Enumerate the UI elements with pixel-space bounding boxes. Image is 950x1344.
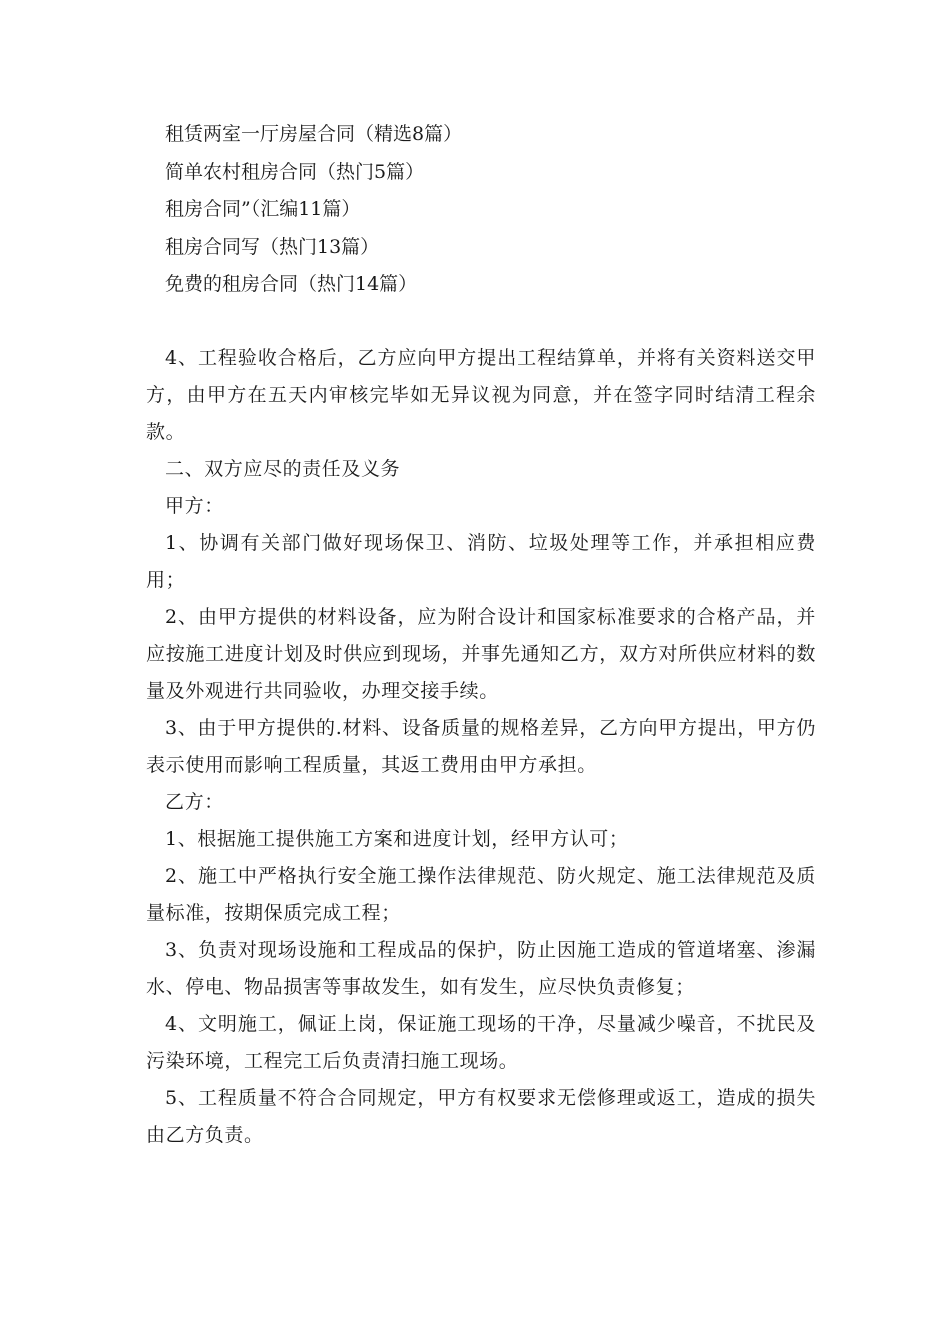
party-b-label: 乙方： xyxy=(165,791,224,813)
related-links-list xyxy=(146,116,826,304)
party-a-duty-1: 1、协调有关部门做好现场保卫、消防、垃圾处理等工作，并承担相应费用； xyxy=(146,532,816,591)
party-a-duty-3: 3、由于甲方提供的.材料、设备质量的规格差异，乙方向甲方提出，甲方仍表示使用而影响工程质量，其返工费用由甲方承担。 xyxy=(146,717,816,776)
related-link[interactable]: 简单农村租房合同（热门5篇） xyxy=(165,160,425,183)
contract-body xyxy=(146,340,816,1154)
party-b-duty-2: 2、施工中严格执行安全施工操作法律规范、防火规定、施工法律规范及质量标准，按期保质完成工程； xyxy=(146,865,816,924)
party-b-duty-4: 4、文明施工，佩证上岗，保证施工现场的干净，尽量减少噪音，不扰民及污染环境，工程完工后负责清扫施工现场。 xyxy=(146,1013,816,1072)
related-link[interactable]: 租房合同”（汇编11篇） xyxy=(165,198,361,220)
party-a-duty-2: 2、由甲方提供的材料设备，应为附合设计和国家标准要求的合格产品，并应按施工进度计划及时供应到现场，并事先通知乙方，双方对所供应材料的数量及外观进行共同验收，办理交接手续。 xyxy=(146,606,816,702)
section-heading-responsibilities: 二、双方应尽的责任及义务 xyxy=(165,458,401,480)
related-link[interactable]: 免费的租房合同（热门14篇） xyxy=(165,273,418,295)
clause-acceptance-settlement: 4、工程验收合格后，乙方应向甲方提出工程结算单，并将有关资料送交甲方，由甲方在五天内审核完毕如无异议视为同意，并在签字同时结清工程余款。 xyxy=(146,347,816,443)
party-a-label: 甲方： xyxy=(165,495,224,517)
related-link[interactable]: 租赁两室一厅房屋合同（精选8篇） xyxy=(165,123,463,145)
party-b-duty-1: 1、根据施工提供施工方案和进度计划，经甲方认可； xyxy=(165,828,629,850)
related-link[interactable]: 租房合同写（热门13篇） xyxy=(165,235,380,258)
party-b-duty-3: 3、负责对现场设施和工程成品的保护，防止因施工造成的管道堵塞、渗漏水、停电、物品损害等事故发生，如有发生，应尽快负责修复； xyxy=(146,939,816,998)
party-b-duty-5: 5、工程质量不符合合同规定，甲方有权要求无偿修理或返工，造成的损失由乙方负责。 xyxy=(146,1087,816,1146)
